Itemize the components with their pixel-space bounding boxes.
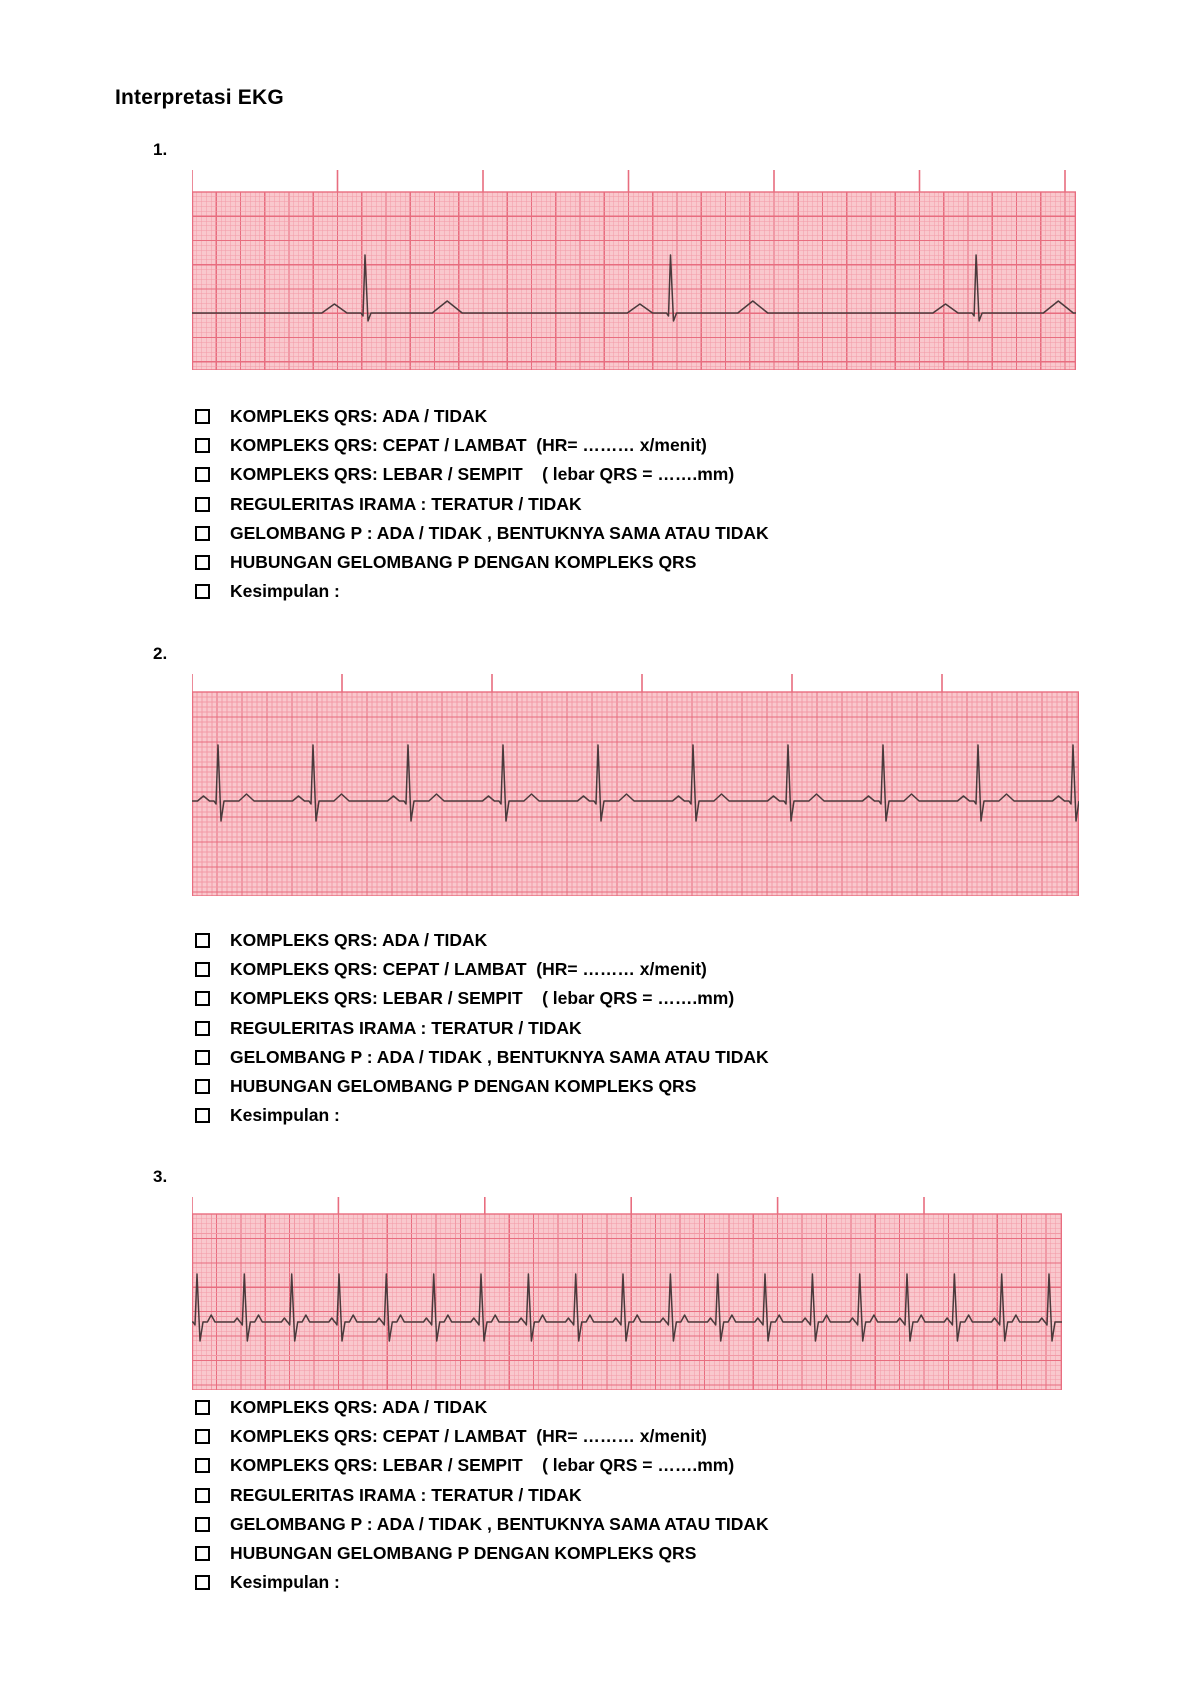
checklist-item bbox=[195, 1568, 769, 1597]
ecg-strip bbox=[192, 674, 1079, 896]
checklist-item bbox=[195, 1481, 769, 1510]
checklist-item bbox=[195, 1510, 769, 1539]
checklist-label: KOMPLEKS QRS: CEPAT / LAMBAT (HR= ……… x/menit) bbox=[230, 959, 707, 980]
checklist-item bbox=[195, 1393, 769, 1422]
checklist-item bbox=[195, 1101, 769, 1130]
checklist-label: KOMPLEKS QRS: CEPAT / LAMBAT (HR= ……… x/menit) bbox=[230, 1426, 707, 1447]
ecg-strip bbox=[192, 170, 1076, 370]
checkbox-square-icon[interactable] bbox=[195, 1021, 210, 1036]
checkbox-square-icon[interactable] bbox=[195, 1050, 210, 1065]
checklist-item bbox=[195, 1014, 769, 1043]
ecg-strip bbox=[192, 1197, 1062, 1390]
checkbox-square-icon[interactable] bbox=[195, 526, 210, 541]
checkbox-square-icon[interactable] bbox=[195, 1079, 210, 1094]
checklist-label: KOMPLEKS QRS: ADA / TIDAK bbox=[230, 406, 488, 426]
checklist-item bbox=[195, 460, 769, 489]
checkbox-square-icon[interactable] bbox=[195, 1108, 210, 1123]
checklist-item bbox=[195, 1422, 769, 1451]
checklist-item bbox=[195, 1072, 769, 1101]
checklist bbox=[195, 926, 769, 1130]
checkbox-square-icon[interactable] bbox=[195, 933, 210, 948]
checkbox-square-icon[interactable] bbox=[195, 467, 210, 482]
checklist-label: GELOMBANG P : ADA / TIDAK , BENTUKNYA SAMA ATAU TIDAK bbox=[230, 1046, 769, 1067]
checkbox-square-icon[interactable] bbox=[195, 1458, 210, 1473]
checklist-label: GELOMBANG P : ADA / TIDAK , BENTUKNYA SAMA ATAU TIDAK bbox=[230, 522, 769, 543]
checkbox-square-icon[interactable] bbox=[195, 409, 210, 424]
checklist-label: HUBUNGAN GELOMBANG P DENGAN KOMPLEKS QRS bbox=[230, 551, 697, 572]
checklist-label: HUBUNGAN GELOMBANG P DENGAN KOMPLEKS QRS bbox=[230, 1542, 697, 1563]
checklist-label: REGULERITAS IRAMA : TERATUR / TIDAK bbox=[230, 1017, 582, 1038]
checklist-item bbox=[195, 984, 769, 1013]
checklist-item bbox=[195, 548, 769, 577]
checklist-item bbox=[195, 577, 769, 606]
checkbox-square-icon[interactable] bbox=[195, 584, 210, 599]
checklist-item bbox=[195, 926, 769, 955]
page-title: Interpretasi EKG bbox=[115, 86, 284, 109]
checkbox-square-icon[interactable] bbox=[195, 1517, 210, 1532]
question-number: 2. bbox=[153, 644, 168, 663]
checkbox-square-icon[interactable] bbox=[195, 1400, 210, 1415]
checklist-item bbox=[195, 1451, 769, 1480]
checkbox-square-icon[interactable] bbox=[195, 497, 210, 512]
checklist-label: KOMPLEKS QRS: CEPAT / LAMBAT (HR= ……… x/menit) bbox=[230, 435, 707, 456]
checklist-label: KOMPLEKS QRS: LEBAR / SEMPIT ( lebar QRS = …….mm) bbox=[230, 464, 735, 485]
checklist bbox=[195, 1393, 769, 1597]
checkbox-square-icon[interactable] bbox=[195, 1488, 210, 1503]
checklist-label: KOMPLEKS QRS: LEBAR / SEMPIT ( lebar QRS = …….mm) bbox=[230, 1455, 735, 1476]
checklist-item bbox=[195, 1539, 769, 1568]
ecg-paper bbox=[192, 692, 1079, 896]
checklist-item bbox=[195, 519, 769, 548]
checkbox-square-icon[interactable] bbox=[195, 991, 210, 1006]
checklist-label: KOMPLEKS QRS: ADA / TIDAK bbox=[230, 930, 488, 950]
checkbox-square-icon[interactable] bbox=[195, 962, 210, 977]
checkbox-square-icon[interactable] bbox=[195, 1546, 210, 1561]
checklist bbox=[195, 402, 769, 606]
checkbox-square-icon[interactable] bbox=[195, 555, 210, 570]
question-number: 1. bbox=[153, 140, 168, 159]
checklist-label: HUBUNGAN GELOMBANG P DENGAN KOMPLEKS QRS bbox=[230, 1075, 697, 1096]
checklist-item bbox=[195, 1043, 769, 1072]
checklist-item bbox=[195, 431, 769, 460]
checklist-item bbox=[195, 955, 769, 984]
question-number: 3. bbox=[153, 1167, 168, 1186]
checklist-label: KOMPLEKS QRS: LEBAR / SEMPIT ( lebar QRS = …….mm) bbox=[230, 988, 735, 1009]
checkbox-square-icon[interactable] bbox=[195, 1575, 210, 1590]
checklist-label: REGULERITAS IRAMA : TERATUR / TIDAK bbox=[230, 493, 582, 514]
checkbox-square-icon[interactable] bbox=[195, 438, 210, 453]
checklist-label: Kesimpulan : bbox=[230, 581, 340, 602]
checklist-item bbox=[195, 490, 769, 519]
checklist-label: Kesimpulan : bbox=[230, 1105, 340, 1126]
checklist-label: KOMPLEKS QRS: ADA / TIDAK bbox=[230, 1397, 488, 1417]
checklist-label: Kesimpulan : bbox=[230, 1572, 340, 1593]
checklist-label: GELOMBANG P : ADA / TIDAK , BENTUKNYA SAMA ATAU TIDAK bbox=[230, 1513, 769, 1534]
checklist-item bbox=[195, 402, 769, 431]
checkbox-square-icon[interactable] bbox=[195, 1429, 210, 1444]
checklist-label: REGULERITAS IRAMA : TERATUR / TIDAK bbox=[230, 1484, 582, 1505]
